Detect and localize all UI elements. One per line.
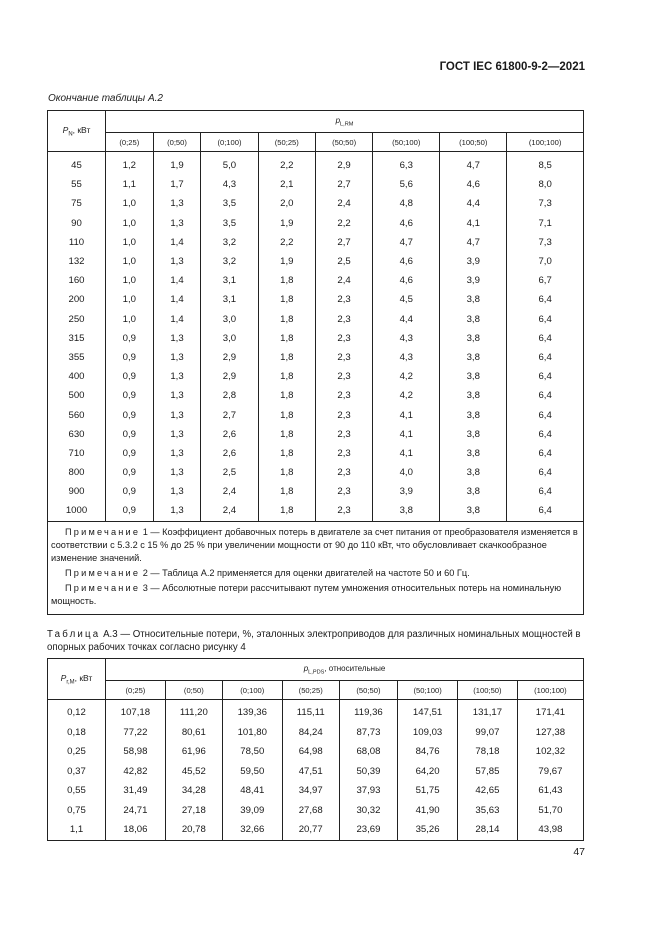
value-cell: 27,68 [282,801,339,821]
table-row [48,386,584,405]
value-cell: 2,4 [201,501,258,521]
value-cell: 20,77 [282,820,339,840]
value-cell: 4,2 [373,386,440,405]
value-cell: 4,4 [440,194,507,213]
value-cell: 3,1 [201,271,258,290]
value-cell: 6,4 [507,348,584,367]
value-cell: 34,28 [165,781,222,801]
table-a2 [47,110,584,615]
power-cell: 0,75 [48,801,106,821]
value-cell: 1,2 [106,156,154,175]
value-cell: 2,7 [315,175,372,194]
power-cell: 900 [48,482,106,501]
value-cell: 1,3 [153,444,201,463]
table-row [48,290,584,309]
value-cell: 1,1 [106,175,154,194]
value-cell: 109,03 [398,723,458,743]
table-row [48,348,584,367]
value-cell: 87,73 [339,723,397,743]
value-cell: 6,4 [507,405,584,424]
document-header: ГОСТ IEC 61800-9-2—2021 [439,61,585,73]
column-header: (0;25) [106,681,166,700]
value-cell: 0,9 [106,348,154,367]
value-cell: 48,41 [222,781,282,801]
table-row [48,723,584,743]
power-cell: 800 [48,463,106,482]
value-cell: 4,6 [440,175,507,194]
table-row [48,329,584,348]
value-cell: 61,96 [165,742,222,762]
value-cell: 1,8 [258,482,315,501]
table-row [48,482,584,501]
value-cell: 1,0 [106,194,154,213]
table-row [48,742,584,762]
column-header: (0;100) [222,681,282,700]
value-cell: 2,9 [201,348,258,367]
value-cell: 64,20 [398,762,458,782]
column-header-power: $P_N$, кВт [48,111,106,152]
value-cell: 77,22 [106,723,166,743]
value-cell: 1,3 [153,482,201,501]
value-cell: 6,4 [507,501,584,521]
value-cell: 20,78 [165,820,222,840]
value-cell: 0,9 [106,501,154,521]
value-cell: 5,0 [201,156,258,175]
power-cell: 0,18 [48,723,106,743]
value-cell: 37,93 [339,781,397,801]
value-cell: 79,67 [517,762,583,782]
power-cell: 75 [48,194,106,213]
power-cell: 630 [48,425,106,444]
table-row [48,156,584,175]
value-cell: 139,36 [222,703,282,723]
value-cell: 2,3 [315,501,372,521]
value-cell: 2,3 [315,367,372,386]
value-cell: 2,2 [258,156,315,175]
value-cell: 61,43 [517,781,583,801]
value-cell: 127,38 [517,723,583,743]
value-cell: 1,3 [153,367,201,386]
value-cell: 42,82 [106,762,166,782]
value-cell: 4,1 [373,405,440,424]
value-cell: 78,50 [222,742,282,762]
value-cell: 24,71 [106,801,166,821]
value-cell: 1,8 [258,290,315,309]
value-cell: 2,0 [258,194,315,213]
value-cell: 2,1 [258,175,315,194]
value-cell: 1,8 [258,367,315,386]
table-note: Примечание 1 — Коэффициент добавочных потерь в двигателе за счет питания от преобразователя изменяется в соответствии с 5.3.2 с 15 % до 25 % при увеличении мощности от 90 до 110 кВт, что обусловливает скачкообразное изменение значений. [51,526,578,563]
value-cell: 131,17 [458,703,518,723]
value-cell: 0,9 [106,482,154,501]
value-cell: 84,24 [282,723,339,743]
value-cell: 2,7 [315,233,372,252]
value-cell: 147,51 [398,703,458,723]
value-cell: 43,98 [517,820,583,840]
column-header: (50;50) [315,133,372,152]
table-a2-caption: Окончание таблицы А.2 [48,93,163,104]
value-cell: 42,65 [458,781,518,801]
value-cell: 30,32 [339,801,397,821]
value-cell: 1,3 [153,386,201,405]
value-cell: 1,8 [258,386,315,405]
table-row [48,463,584,482]
table-row [48,214,584,233]
value-cell: 2,9 [201,367,258,386]
value-cell: 1,9 [153,156,201,175]
table-row [48,703,584,723]
value-cell: 59,50 [222,762,282,782]
column-header: (50;25) [282,681,339,700]
column-group-header: $p_{L,PDS}$, относительные [106,659,584,681]
value-cell: 1,3 [153,405,201,424]
value-cell: 7,3 [507,233,584,252]
value-cell: 6,4 [507,482,584,501]
value-cell: 3,0 [201,310,258,329]
table-row [48,425,584,444]
power-cell: 132 [48,252,106,271]
value-cell: 3,0 [201,329,258,348]
power-cell: 1000 [48,501,106,521]
value-cell: 0,9 [106,463,154,482]
value-cell: 3,8 [440,348,507,367]
value-cell: 2,3 [315,444,372,463]
value-cell: 8,0 [507,175,584,194]
column-header: (0;25) [106,133,154,152]
value-cell: 1,4 [153,233,201,252]
value-cell: 119,36 [339,703,397,723]
value-cell: 1,4 [153,310,201,329]
column-header: (0;50) [165,681,222,700]
value-cell: 1,0 [106,310,154,329]
value-cell: 3,8 [440,367,507,386]
value-cell: 51,70 [517,801,583,821]
table-row [48,405,584,424]
value-cell: 2,5 [201,463,258,482]
value-cell: 1,3 [153,252,201,271]
column-header-power: $P_{r,M}$, кВт [48,659,106,700]
value-cell: 64,98 [282,742,339,762]
column-header: (50;50) [339,681,397,700]
page-number: 47 [573,846,585,858]
table-row [48,175,584,194]
value-cell: 4,3 [373,348,440,367]
value-cell: 2,3 [315,329,372,348]
power-cell: 90 [48,214,106,233]
value-cell: 4,1 [440,214,507,233]
value-cell: 3,5 [201,194,258,213]
value-cell: 6,4 [507,367,584,386]
value-cell: 28,14 [458,820,518,840]
power-cell: 1,1 [48,820,106,840]
value-cell: 2,9 [315,156,372,175]
value-cell: 1,8 [258,425,315,444]
power-cell: 250 [48,310,106,329]
value-cell: 6,3 [373,156,440,175]
table-row [48,820,584,840]
value-cell: 4,1 [373,425,440,444]
value-cell: 4,6 [373,271,440,290]
value-cell: 3,8 [373,501,440,521]
value-cell: 6,4 [507,310,584,329]
value-cell: 0,9 [106,444,154,463]
value-cell: 4,3 [201,175,258,194]
value-cell: 107,18 [106,703,166,723]
value-cell: 27,18 [165,801,222,821]
value-cell: 78,18 [458,742,518,762]
power-cell: 500 [48,386,106,405]
column-header: (0;50) [153,133,201,152]
value-cell: 2,4 [201,482,258,501]
value-cell: 1,0 [106,214,154,233]
table-notes [48,521,584,614]
value-cell: 41,90 [398,801,458,821]
value-cell: 3,9 [440,271,507,290]
value-cell: 1,8 [258,271,315,290]
value-cell: 4,7 [440,233,507,252]
value-cell: 1,8 [258,329,315,348]
value-cell: 47,51 [282,762,339,782]
value-cell: 8,5 [507,156,584,175]
value-cell: 6,4 [507,463,584,482]
value-cell: 1,8 [258,463,315,482]
value-cell: 3,8 [440,482,507,501]
column-header: (100;50) [458,681,518,700]
value-cell: 1,8 [258,348,315,367]
value-cell: 31,49 [106,781,166,801]
value-cell: 51,75 [398,781,458,801]
value-cell: 2,3 [315,348,372,367]
value-cell: 6,4 [507,425,584,444]
value-cell: 2,3 [315,386,372,405]
value-cell: 4,1 [373,444,440,463]
value-cell: 101,80 [222,723,282,743]
value-cell: 2,2 [315,214,372,233]
value-cell: 0,9 [106,425,154,444]
value-cell: 39,09 [222,801,282,821]
value-cell: 1,0 [106,271,154,290]
value-cell: 2,4 [315,271,372,290]
value-cell: 1,7 [153,175,201,194]
value-cell: 4,6 [373,252,440,271]
value-cell: 4,5 [373,290,440,309]
value-cell: 0,9 [106,405,154,424]
value-cell: 57,85 [458,762,518,782]
table-row [48,233,584,252]
table-a3-caption: Таблица А.3 — Относительные потери, %, эталонных электроприводов для различных номинальных мощностей в опорных рабочих точках согласно рисунку 4 [47,629,581,654]
value-cell: 45,52 [165,762,222,782]
value-cell: 102,32 [517,742,583,762]
value-cell: 1,0 [106,290,154,309]
value-cell: 3,8 [440,501,507,521]
table-note: Примечание 3 — Абсолютные потери рассчитывают путем умножения относительных потерь на номинальную мощность. [51,582,562,606]
table-row [48,501,584,521]
value-cell: 1,3 [153,194,201,213]
value-cell: 3,8 [440,463,507,482]
value-cell: 7,1 [507,214,584,233]
value-cell: 32,66 [222,820,282,840]
value-cell: 80,61 [165,723,222,743]
value-cell: 1,8 [258,501,315,521]
value-cell: 3,8 [440,329,507,348]
table-row [48,762,584,782]
value-cell: 1,0 [106,252,154,271]
value-cell: 4,0 [373,463,440,482]
value-cell: 84,76 [398,742,458,762]
value-cell: 23,69 [339,820,397,840]
value-cell: 6,4 [507,386,584,405]
table-a3 [47,658,584,841]
power-cell: 55 [48,175,106,194]
value-cell: 58,98 [106,742,166,762]
table-row [48,252,584,271]
value-cell: 2,7 [201,405,258,424]
value-cell: 1,3 [153,501,201,521]
value-cell: 2,5 [315,252,372,271]
value-cell: 3,5 [201,214,258,233]
value-cell: 35,26 [398,820,458,840]
power-cell: 200 [48,290,106,309]
power-cell: 315 [48,329,106,348]
value-cell: 7,0 [507,252,584,271]
column-header: (0;100) [201,133,258,152]
value-cell: 4,3 [373,329,440,348]
value-cell: 2,2 [258,233,315,252]
value-cell: 4,4 [373,310,440,329]
value-cell: 2,6 [201,444,258,463]
power-cell: 0,12 [48,703,106,723]
value-cell: 2,3 [315,482,372,501]
value-cell: 3,2 [201,252,258,271]
table-row [48,444,584,463]
value-cell: 1,3 [153,463,201,482]
value-cell: 0,9 [106,329,154,348]
value-cell: 2,3 [315,310,372,329]
value-cell: 1,3 [153,348,201,367]
power-cell: 110 [48,233,106,252]
value-cell: 3,1 [201,290,258,309]
column-header: (100;100) [507,133,584,152]
value-cell: 3,9 [373,482,440,501]
value-cell: 2,3 [315,405,372,424]
table-row [48,801,584,821]
power-cell: 710 [48,444,106,463]
value-cell: 4,6 [373,214,440,233]
value-cell: 4,7 [373,233,440,252]
power-cell: 0,25 [48,742,106,762]
value-cell: 99,07 [458,723,518,743]
value-cell: 1,4 [153,271,201,290]
column-header: (50;25) [258,133,315,152]
power-cell: 0,55 [48,781,106,801]
power-cell: 400 [48,367,106,386]
value-cell: 5,6 [373,175,440,194]
value-cell: 35,63 [458,801,518,821]
value-cell: 2,6 [201,425,258,444]
value-cell: 1,9 [258,214,315,233]
value-cell: 1,3 [153,214,201,233]
value-cell: 3,8 [440,405,507,424]
value-cell: 3,8 [440,425,507,444]
value-cell: 6,4 [507,329,584,348]
column-header: (50;100) [373,133,440,152]
value-cell: 0,9 [106,386,154,405]
value-cell: 7,3 [507,194,584,213]
power-cell: 355 [48,348,106,367]
table-row [48,310,584,329]
power-cell: 45 [48,156,106,175]
value-cell: 1,8 [258,310,315,329]
value-cell: 6,7 [507,271,584,290]
value-cell: 2,4 [315,194,372,213]
value-cell: 1,4 [153,290,201,309]
value-cell: 2,3 [315,425,372,444]
value-cell: 3,8 [440,310,507,329]
power-cell: 160 [48,271,106,290]
table-note: Примечание 2 — Таблица А.2 применяется для оценки двигателей на частоте 50 и 60 Гц. [65,567,470,578]
table-row [48,367,584,386]
value-cell: 111,20 [165,703,222,723]
value-cell: 18,06 [106,820,166,840]
value-cell: 1,9 [258,252,315,271]
value-cell: 50,39 [339,762,397,782]
value-cell: 171,41 [517,703,583,723]
value-cell: 2,3 [315,463,372,482]
power-cell: 0,37 [48,762,106,782]
value-cell: 3,8 [440,444,507,463]
power-cell: 560 [48,405,106,424]
value-cell: 1,3 [153,425,201,444]
value-cell: 6,4 [507,444,584,463]
table-row [48,194,584,213]
value-cell: 3,9 [440,252,507,271]
value-cell: 2,8 [201,386,258,405]
column-header: (100;100) [517,681,583,700]
value-cell: 34,97 [282,781,339,801]
value-cell: 3,8 [440,386,507,405]
value-cell: 1,8 [258,405,315,424]
table-row [48,781,584,801]
value-cell: 1,8 [258,444,315,463]
value-cell: 115,11 [282,703,339,723]
value-cell: 4,8 [373,194,440,213]
value-cell: 1,0 [106,233,154,252]
value-cell: 1,3 [153,329,201,348]
value-cell: 0,9 [106,367,154,386]
value-cell: 4,7 [440,156,507,175]
column-group-header: $p_{L,RM}$ [106,111,584,133]
column-header: (50;100) [398,681,458,700]
value-cell: 68,08 [339,742,397,762]
value-cell: 2,3 [315,290,372,309]
column-header: (100;50) [440,133,507,152]
table-row [48,271,584,290]
value-cell: 6,4 [507,290,584,309]
value-cell: 3,8 [440,290,507,309]
value-cell: 3,2 [201,233,258,252]
value-cell: 4,2 [373,367,440,386]
